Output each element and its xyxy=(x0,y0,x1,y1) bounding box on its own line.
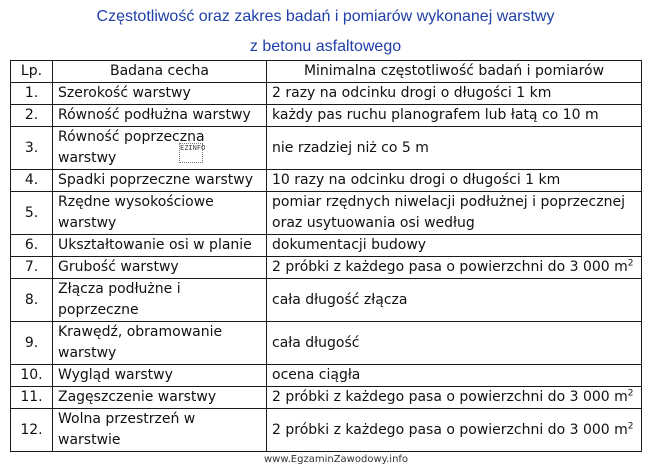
row-number: 12. xyxy=(11,409,53,452)
row-cecha: Równość poprzeczna warstwy xyxy=(53,127,267,170)
table-row xyxy=(11,235,642,257)
row-frequency-text: pomiar rzędnych niwelacji podłużnej i poprzecznej oraz usytuowania osi według xyxy=(272,194,625,231)
table-row xyxy=(11,279,642,322)
row-frequency xyxy=(267,322,642,365)
row-frequency xyxy=(267,192,642,235)
row-frequency xyxy=(267,279,642,322)
row-frequency xyxy=(267,170,642,192)
row-cecha: Ukształtowanie osi w planie xyxy=(53,235,267,257)
table-row xyxy=(11,322,642,365)
table-row xyxy=(11,170,642,192)
row-frequency-text: cała długość xyxy=(272,334,360,351)
row-frequency xyxy=(267,387,642,409)
row-frequency-text: 2 próbki z każdego pasa o powierzchni do 3 000 m xyxy=(272,389,628,405)
row-frequency-sup: 2 xyxy=(627,388,634,399)
table-row xyxy=(11,127,642,170)
row-frequency-text: nie rzadziej niż co 5 m xyxy=(272,139,429,156)
footer-url: www.EgzaminZawodowy.info xyxy=(264,454,409,465)
table-header-row xyxy=(11,61,642,83)
row-cecha: Krawędź, obramowanie warstwy xyxy=(53,322,267,365)
row-cecha: Wolna przestrzeń w warstwie xyxy=(53,409,267,452)
row-frequency xyxy=(267,83,642,105)
row-cecha: Rzędne wysokościowe warstwy xyxy=(53,192,267,235)
row-cecha: Złącza podłużne i poprzeczne xyxy=(53,279,267,322)
row-frequency-text: ocena ciągła xyxy=(272,367,361,383)
row-cecha: Wygląd warstwy xyxy=(53,365,267,387)
table-row xyxy=(11,105,642,127)
row-number: 11. xyxy=(11,387,53,409)
row-frequency xyxy=(267,127,642,170)
table-row xyxy=(11,365,642,387)
row-number: 10. xyxy=(11,365,53,387)
row-frequency xyxy=(267,257,642,279)
row-frequency xyxy=(267,105,642,127)
row-frequency xyxy=(267,409,642,452)
row-number: 8. xyxy=(11,279,53,322)
header-czestotliwosc: Minimalna częstotliwość badań i pomiarów xyxy=(267,61,642,83)
row-frequency-text: 2 próbki z każdego pasa o powierzchni do 3 000 m xyxy=(272,421,628,438)
table-row xyxy=(11,409,642,452)
row-frequency-text: 2 razy na odcinku drogi o długości 1 km xyxy=(272,85,552,101)
row-number: 5. xyxy=(11,192,53,235)
row-frequency-text: dokumentacji budowy xyxy=(272,237,427,253)
row-frequency xyxy=(267,365,642,387)
title-line-2: z betonu asfaltowego xyxy=(249,38,402,55)
row-frequency-sup: 2 xyxy=(627,258,634,269)
row-frequency-text: cała długość złącza xyxy=(272,291,408,308)
table-row xyxy=(11,257,642,279)
title-line-1: Częstotliwość oraz zakres badań i pomiarów wykonanej warstwy xyxy=(96,8,555,25)
header-cecha: Badana cecha xyxy=(53,61,267,83)
row-frequency-text: 2 próbki z każdego pasa o powierzchni do 3 000 m xyxy=(272,259,628,275)
row-frequency-text: 10 razy na odcinku drogi o długości 1 km xyxy=(272,172,561,188)
row-frequency-text: każdy pas ruchu planografem lub łatą co 10 m xyxy=(272,107,599,123)
row-frequency-sup: 2 xyxy=(627,420,634,431)
watermark-logo: EZINFO xyxy=(179,143,203,163)
row-number: 3. xyxy=(11,127,53,170)
row-cecha: Spadki poprzeczne warstwy xyxy=(53,170,267,192)
header-lp: Lp. xyxy=(11,61,53,83)
table-row xyxy=(11,387,642,409)
row-number: 6. xyxy=(11,235,53,257)
requirements-table xyxy=(10,60,642,452)
row-number: 2. xyxy=(11,105,53,127)
row-cecha: Grubość warstwy xyxy=(53,257,267,279)
row-number: 9. xyxy=(11,322,53,365)
row-cecha: Zagęszczenie warstwy xyxy=(53,387,267,409)
row-frequency xyxy=(267,235,642,257)
row-number: 7. xyxy=(11,257,53,279)
row-cecha: Szerokość warstwy xyxy=(53,83,267,105)
row-number: 1. xyxy=(11,83,53,105)
table-row xyxy=(11,192,642,235)
row-number: 4. xyxy=(11,170,53,192)
table-row xyxy=(11,83,642,105)
row-cecha: Równość podłużna warstwy xyxy=(53,105,267,127)
